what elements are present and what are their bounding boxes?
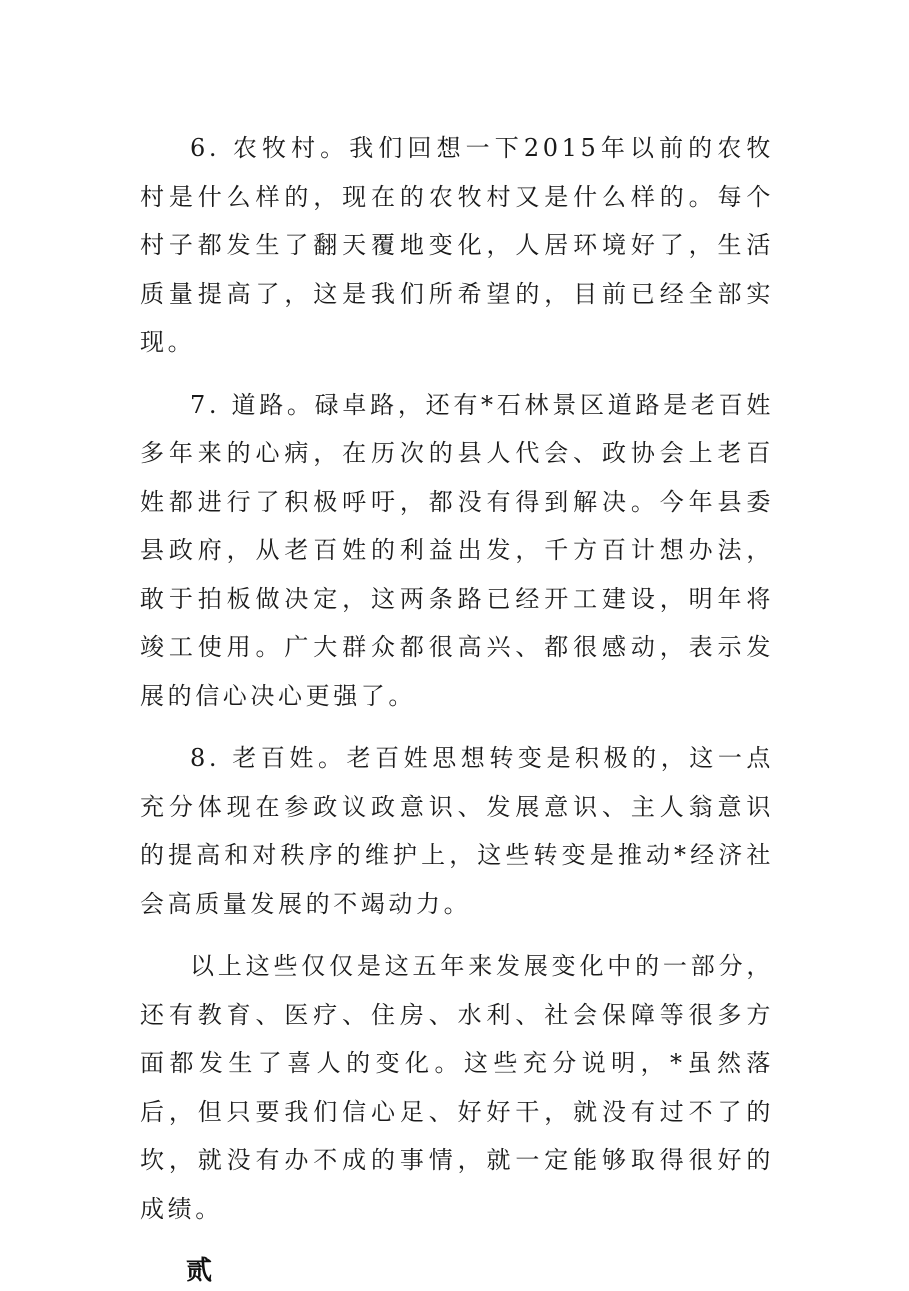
paragraph-summary: 以上这些仅仅是这五年来发展变化中的一部分，还有教育、医疗、住房、水利、社会保障等很多方面都发生了喜人的变化。这些充分说明，*虽然落后，但只要我们信心足、好好干，就没有过不了的坎，就没有办不成的事情，就一定能够取得很好的成绩。 [140,952,774,1223]
section-heading: 贰 [186,1256,213,1286]
paragraph-farming-villages: 6. 农牧村。我们回想一下2015年以前的农牧村是什么样的，现在的农牧村又是什么样的。每个村子都发生了翻天覆地变化，人居环境好了，生活质量提高了，这是我们所希望的，目前已经全部实现。 [140,134,774,356]
paragraph-roads: 7. 道路。碌卓路，还有*石林景区道路是老百姓多年来的心病，在历次的县人代会、政协会上老百姓都进行了积极呼吁，都没有得到解决。今年县委县政府，从老百姓的利益出发，千方百计想办法，敢于拍板做决定，这两条路已经开工建设，明年将竣工使用。广大群众都很高兴、都很感动，表示发展的信心决心更强了。 [140,390,774,710]
paragraph-common-people: 8. 老百姓。老百姓思想转变是积极的，这一点充分体现在参政议政意识、发展意识、主人翁意识的提高和对秩序的维护上，这些转变是推动*经济社会高质量发展的不竭动力。 [140,744,774,918]
document-body [140,124,774,1291]
